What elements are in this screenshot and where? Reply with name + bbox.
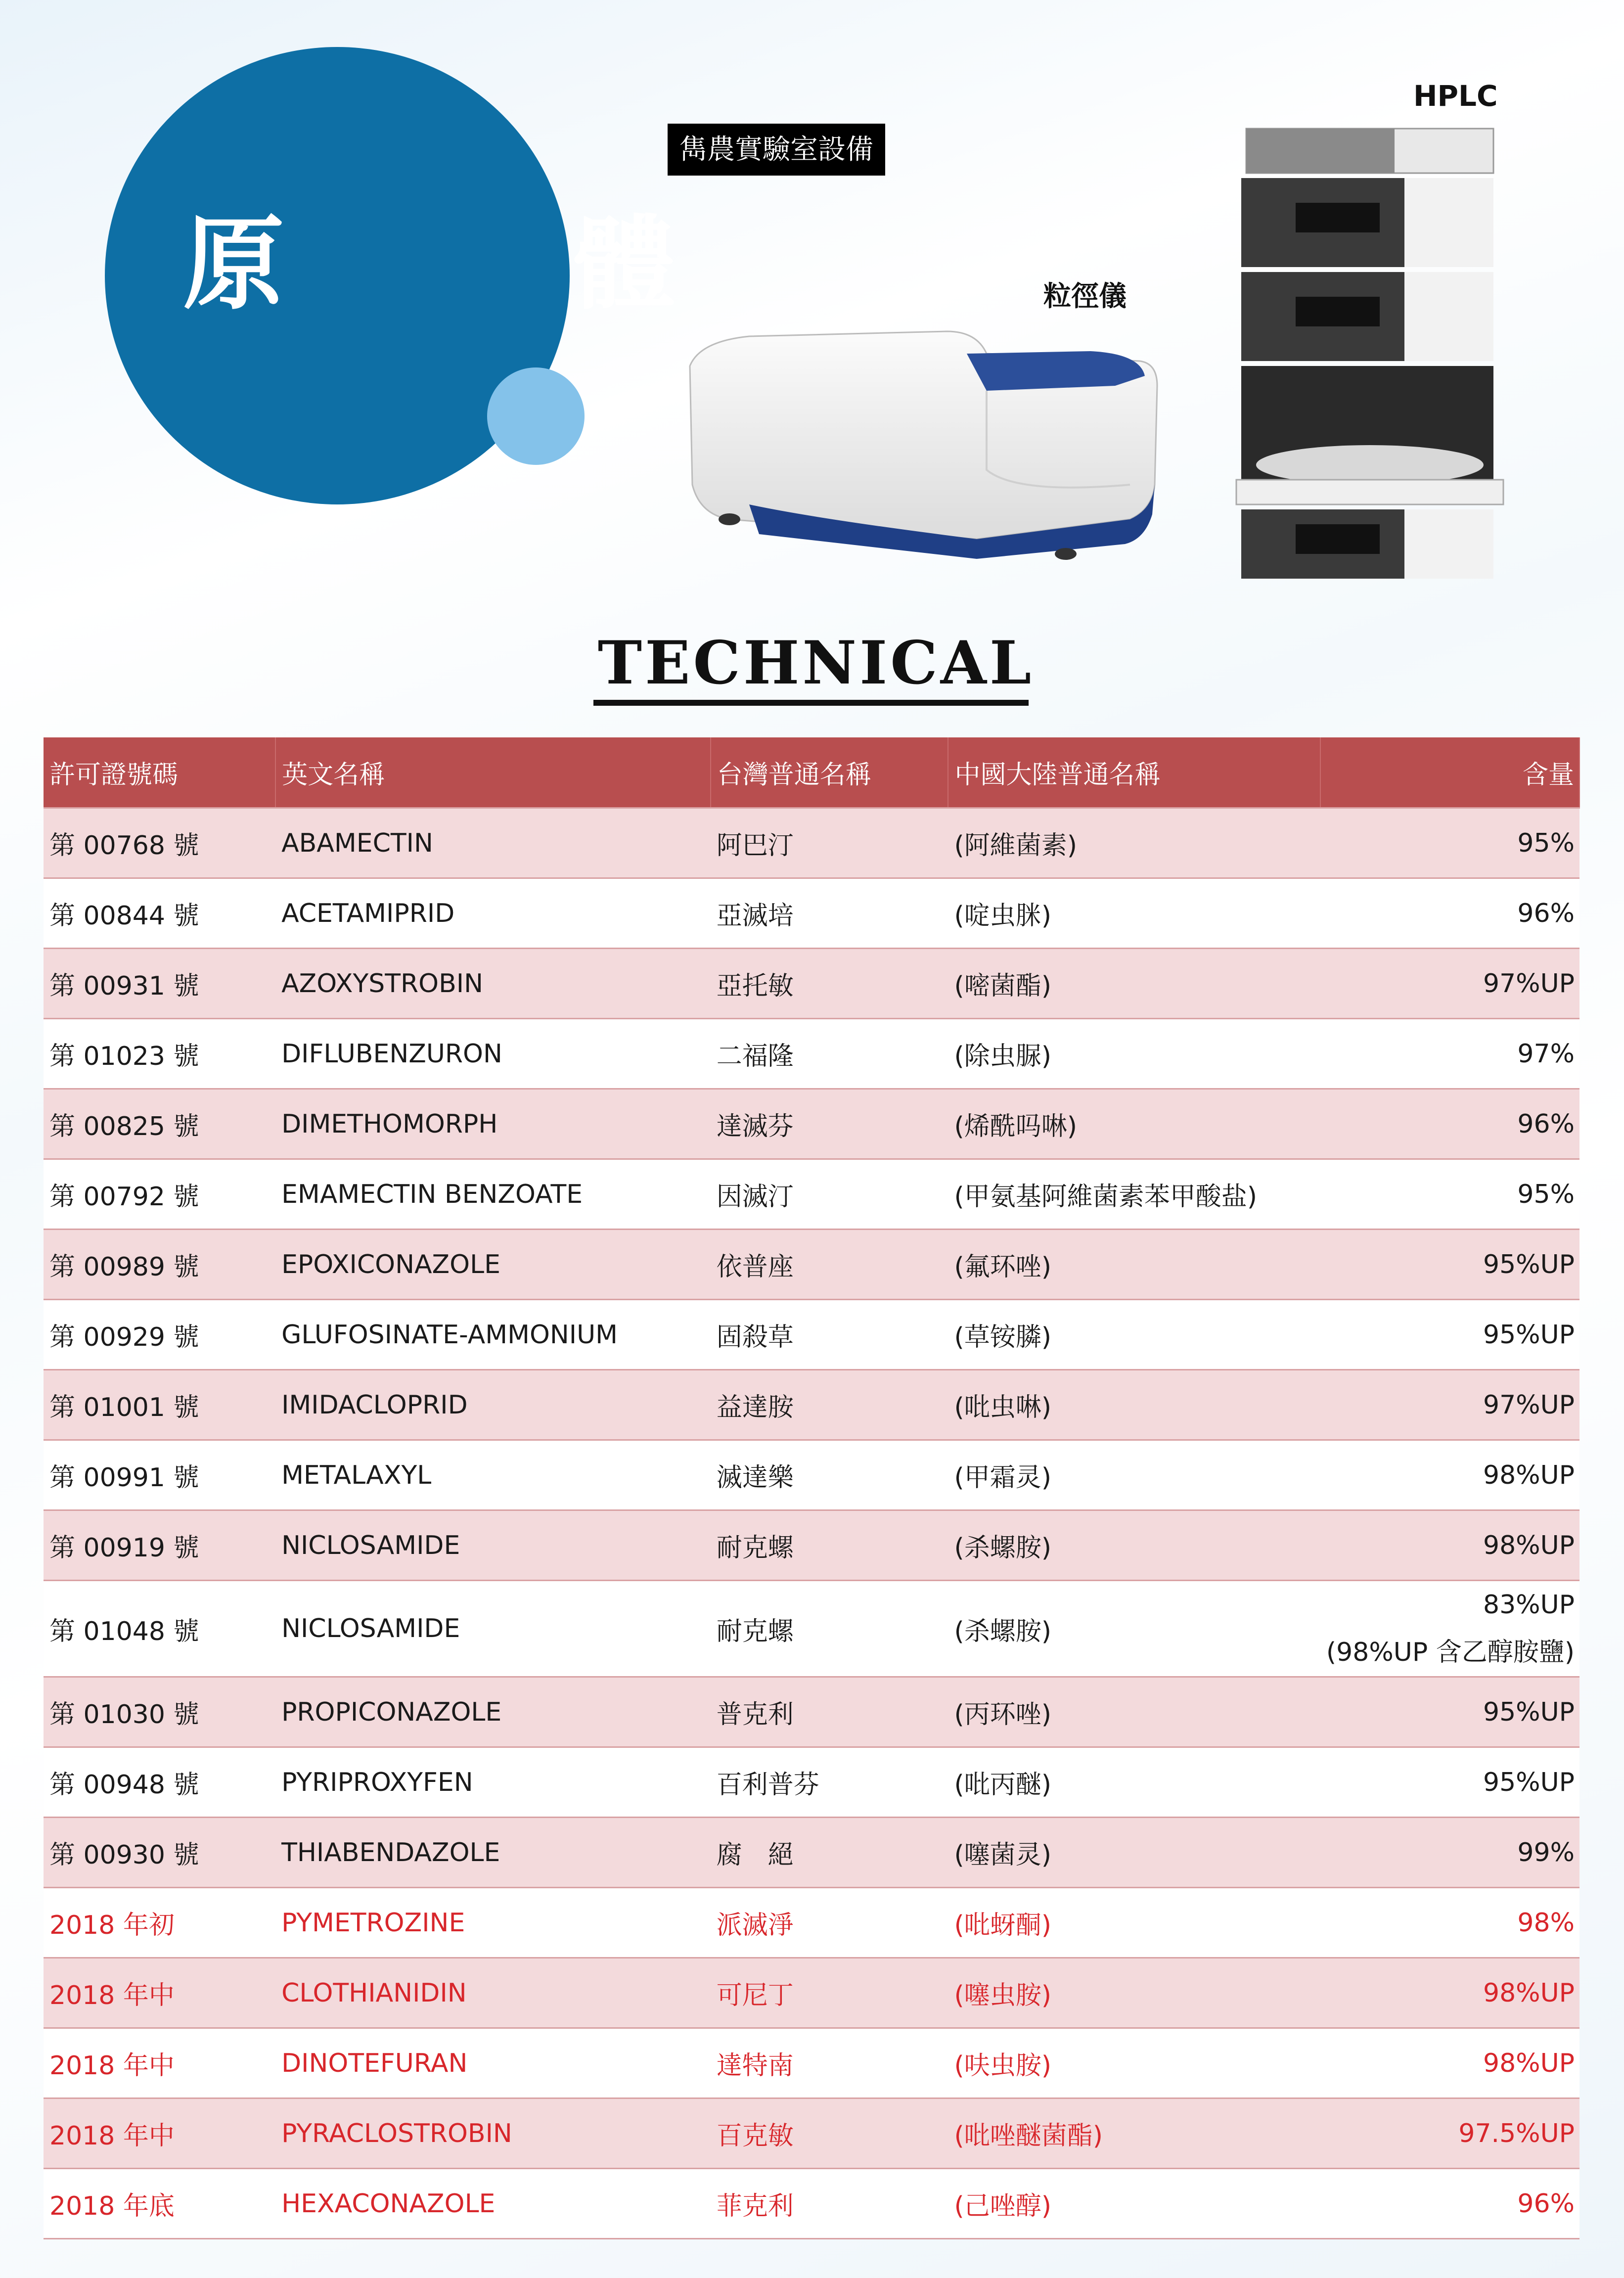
cell-china-name: (甲氨基阿維菌素苯甲酸盐) [948,1159,1320,1230]
table-row [44,808,1579,878]
cell-china-name: (吡唑醚菌酯) [948,2098,1320,2169]
table-header-row [44,737,1579,808]
cell-english-name: DIFLUBENZURON [275,1019,711,1089]
cell-license: 第 00792 號 [44,1159,275,1230]
cell-english-name: HEXACONAZOLE [275,2169,711,2239]
cell-english-name: ABAMECTIN [275,808,711,878]
cell-content: 98%UP [1320,1510,1579,1581]
cell-content: 97%UP [1320,949,1579,1019]
cell-taiwan-name: 耐克螺 [711,1510,948,1581]
cell-license: 第 00768 號 [44,808,275,878]
cell-taiwan-name: 達特南 [711,2028,948,2098]
cell-taiwan-name: 菲克利 [711,2169,948,2239]
cell-china-name: (呋虫胺) [948,2028,1320,2098]
table-row [44,1300,1579,1370]
hplc-system-image [1231,124,1508,584]
cell-license: 第 00825 號 [44,1089,275,1159]
cell-content: 95%UP [1320,1747,1579,1818]
cell-content: 99% [1320,1818,1579,1888]
cell-content: 95%UP [1320,1230,1579,1300]
cell-china-name: (草铵膦) [948,1300,1320,1370]
table-row [44,1747,1579,1818]
cell-china-name: (甲霜灵) [948,1440,1320,1510]
cell-english-name: EPOXICONAZOLE [275,1230,711,1300]
cell-china-name: (啶虫脒) [948,878,1320,949]
cell-china-name: (阿維菌素) [948,808,1320,878]
table-row [44,1510,1579,1581]
table-row [44,1958,1579,2028]
cell-taiwan-name: 亞滅培 [711,878,948,949]
cell-taiwan-name: 二福隆 [711,1019,948,1089]
cell-english-name: NICLOSAMIDE [275,1510,711,1581]
cell-china-name: (吡蚜酮) [948,1888,1320,1958]
cell-english-name: THIABENDAZOLE [275,1818,711,1888]
cell-english-name: DIMETHOMORPH [275,1089,711,1159]
cell-taiwan-name: 可尼丁 [711,1958,948,2028]
table-row [44,1089,1579,1159]
cell-taiwan-name: 因滅汀 [711,1159,948,1230]
section-title-underline [593,700,1029,706]
cell-english-name: PYRIPROXYFEN [275,1747,711,1818]
cell-taiwan-name: 滅達樂 [711,1440,948,1510]
cell-taiwan-name: 派滅淨 [711,1888,948,1958]
cell-taiwan-name: 百利普芬 [711,1747,948,1818]
cell-china-name: (烯酰吗啉) [948,1089,1320,1159]
cell-content [1320,1581,1579,1677]
header-china-name: 中國大陸普通名稱 [948,737,1320,808]
table-row [44,1581,1579,1677]
cell-license: 2018 年中 [44,2028,275,2098]
cell-license: 第 01048 號 [44,1581,275,1677]
cell-license: 2018 年底 [44,2169,275,2239]
cell-content-value: 83%UP [1483,1590,1575,1620]
particle-size-analyzer-image [670,307,1165,574]
cell-content: 95%UP [1320,1677,1579,1747]
table-row [44,1370,1579,1440]
cell-china-name: (杀螺胺) [948,1510,1320,1581]
table-row [44,1677,1579,1747]
table-row [44,2169,1579,2239]
lab-equipment-tag: 雋農實驗室設備 [668,124,885,176]
cell-english-name: GLUFOSINATE-AMMONIUM [275,1300,711,1370]
cell-content: 95%UP [1320,1300,1579,1370]
table-row [44,1159,1579,1230]
cell-china-name: (吡虫啉) [948,1370,1320,1440]
cell-content: 95% [1320,808,1579,878]
cell-license: 第 01023 號 [44,1019,275,1089]
cell-china-name: (嘧菌酯) [948,949,1320,1019]
table-row [44,878,1579,949]
cell-content: 96% [1320,1089,1579,1159]
cell-content: 96% [1320,2169,1579,2239]
particle-size-analyzer-label: 粒徑儀 [1043,280,1127,313]
cell-content: 97% [1320,1019,1579,1089]
cell-license: 2018 年中 [44,1958,275,2028]
cell-english-name: EMAMECTIN BENZOATE [275,1159,711,1230]
cell-english-name: PYMETROZINE [275,1888,711,1958]
cell-china-name: (杀螺胺) [948,1581,1320,1677]
header-license: 許可證號碼 [44,737,275,808]
product-table [44,737,1580,2239]
accent-circle [487,367,585,465]
cell-license: 第 00929 號 [44,1300,275,1370]
cell-license: 第 01030 號 [44,1677,275,1747]
cell-content-note: (98%UP 含乙醇胺鹽) [1326,1638,1575,1667]
cell-license: 第 00931 號 [44,949,275,1019]
cell-content: 98%UP [1320,1958,1579,2028]
cell-english-name: DINOTEFURAN [275,2028,711,2098]
cell-china-name: (噻虫胺) [948,1958,1320,2028]
cell-china-name: (己唑醇) [948,2169,1320,2239]
cell-taiwan-name: 固殺草 [711,1300,948,1370]
cell-taiwan-name: 益達胺 [711,1370,948,1440]
cell-taiwan-name: 亞托敏 [711,949,948,1019]
table-row [44,1440,1579,1510]
cell-taiwan-name: 腐 絕 [711,1818,948,1888]
cell-china-name: (吡丙醚) [948,1747,1320,1818]
table-row [44,1888,1579,1958]
cell-china-name: (丙环唑) [948,1677,1320,1747]
cell-english-name: AZOXYSTROBIN [275,949,711,1019]
cell-license: 第 00930 號 [44,1818,275,1888]
cell-content: 98%UP [1320,2028,1579,2098]
table-row [44,1818,1579,1888]
table-row [44,949,1579,1019]
cell-china-name: (噻菌灵) [948,1818,1320,1888]
cell-english-name: CLOTHIANIDIN [275,1958,711,2028]
section-title: TECHNICAL [597,628,1035,698]
cell-taiwan-name: 普克利 [711,1677,948,1747]
cell-english-name: METALAXYL [275,1440,711,1510]
cell-taiwan-name: 耐克螺 [711,1581,948,1677]
cell-license: 第 00989 號 [44,1230,275,1300]
cell-china-name: (氟环唑) [948,1230,1320,1300]
cell-china-name: (除虫脲) [948,1019,1320,1089]
table-row [44,1019,1579,1089]
table-row [44,2028,1579,2098]
cell-english-name: PYRACLOSTROBIN [275,2098,711,2169]
cell-license: 2018 年初 [44,1888,275,1958]
cell-license: 第 00948 號 [44,1747,275,1818]
header-taiwan-name: 台灣普通名稱 [711,737,948,808]
cell-content: 95% [1320,1159,1579,1230]
table-row [44,1230,1579,1300]
cell-taiwan-name: 依普座 [711,1230,948,1300]
cell-english-name: NICLOSAMIDE [275,1581,711,1677]
cell-content: 97%UP [1320,1370,1579,1440]
cell-license: 2018 年中 [44,2098,275,2169]
cell-taiwan-name: 阿巴汀 [711,808,948,878]
cell-taiwan-name: 達滅芬 [711,1089,948,1159]
header-english-name: 英文名稱 [275,737,711,808]
table-row [44,2098,1579,2169]
header-content: 含量 [1320,737,1579,808]
cell-english-name: PROPICONAZOLE [275,1677,711,1747]
cell-license: 第 00844 號 [44,878,275,949]
cell-english-name: ACETAMIPRID [275,878,711,949]
cell-license: 第 00991 號 [44,1440,275,1510]
cell-license: 第 00919 號 [44,1510,275,1581]
cell-english-name: IMIDACLOPRID [275,1370,711,1440]
cell-taiwan-name: 百克敏 [711,2098,948,2169]
cell-content: 98% [1320,1888,1579,1958]
cell-content: 96% [1320,878,1579,949]
cell-content: 97.5%UP [1320,2098,1579,2169]
hplc-label: HPLC [1413,79,1498,113]
cell-license: 第 01001 號 [44,1370,275,1440]
cell-content: 98%UP [1320,1440,1579,1510]
page-title: 原 體 [183,206,769,323]
